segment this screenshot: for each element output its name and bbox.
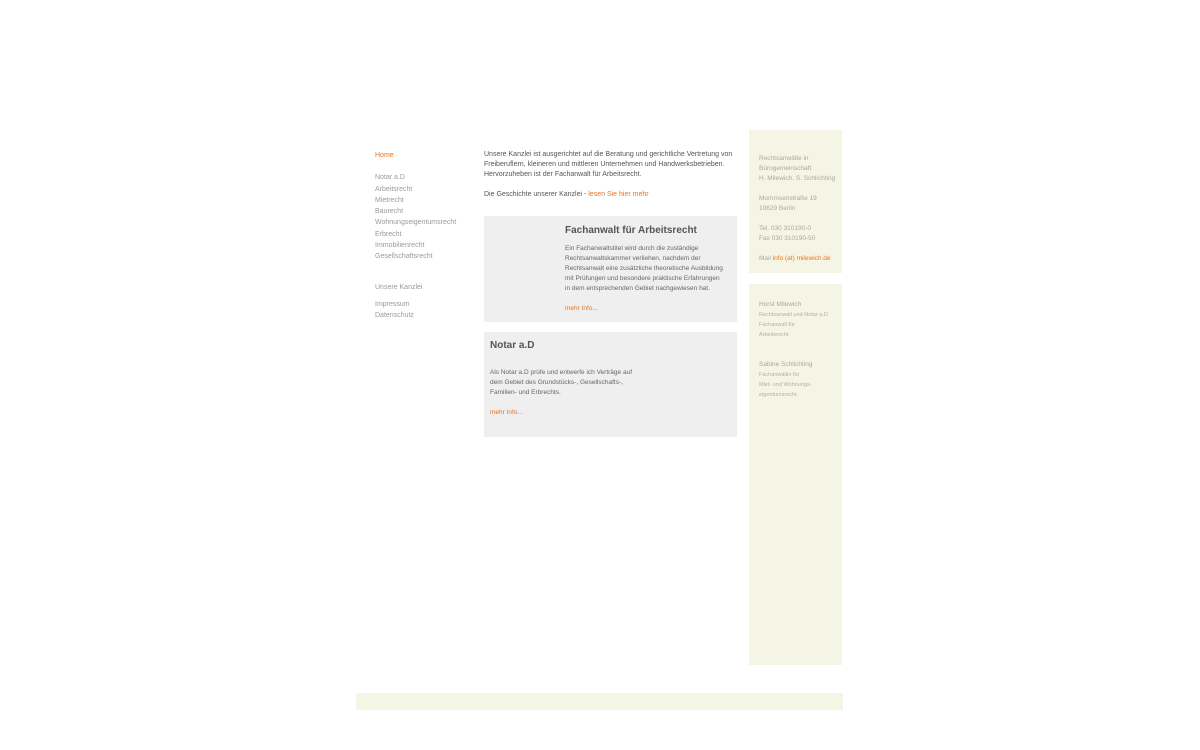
phone-number: Tel. 030 310190-0 [759,225,812,232]
text-line: dem Gebiet des Grundstücks-, Gesellschafts-, [490,379,623,386]
firm-line: Rechtsanwälte in [759,155,809,162]
history-link[interactable]: lesen Sie hier mehr [588,191,649,198]
person-name: Sabine Schlichting [759,361,813,368]
text-line: Ein Fachanwaltstitel wird durch die zuständige [565,245,699,252]
text-line: Rechtsanwaltskammer verliehen, nachdem der [565,255,701,262]
nav-item-datenschutz[interactable]: Datenschutz [375,312,414,320]
address-street: Mommsenstraße 19 [759,195,817,202]
intro-line: Freiberuflern, kleineren und mittleren Unternehmen und Handwerksbetrieben. [484,161,725,168]
text-line: in dem entsprechenden Gebiet nachgewiesen hat. [565,285,710,292]
nav-item-notar[interactable]: Notar a.D [375,174,405,182]
nav-item-baurecht[interactable]: Baurecht [375,208,404,216]
nav-item-erbrecht[interactable]: Erbrecht [375,230,402,238]
person-title: Fachanwältin für [759,372,800,378]
fachanwalt-box [484,216,737,322]
notar-box [484,332,737,437]
person-title: Miet- und Wohnungs- [759,382,812,388]
nav-item-gesellschaftsrecht[interactable]: Gesellschaftsrecht [375,253,433,261]
main-navigation [375,150,475,322]
notar-more-link[interactable]: mehr Info... [490,409,523,416]
nav-item-mietrecht[interactable]: Mietrecht [375,196,404,204]
nav-item-home[interactable]: Home [375,152,394,159]
firm-line: H. Milewich, S. Schlichting [759,175,836,182]
spacer [759,244,835,254]
spacer [759,214,835,224]
person-title: Fachanwalt für [759,322,796,328]
sidebar-divider [749,273,842,284]
notar-box-content [490,340,658,418]
mail-link[interactable]: info (at) milewich.de [772,255,831,262]
text-line: Rechtsanwalt eine zusätzliche theoretische Ausbildung [565,265,723,272]
fachanwalt-more-link[interactable]: mehr Info... [565,305,598,312]
mail-label: Mail [759,255,773,262]
fachanwalt-text [565,244,733,294]
footer-bar [356,693,843,710]
text-line: Als Notar a.D prüfe und entwerfe ich Verträge auf [490,369,632,376]
intro-text [484,150,737,200]
notar-text [490,368,658,398]
nav-item-immobilienrecht[interactable]: Immobilienrecht [375,242,425,250]
history-text: Die Geschichte unserer Kanzlei - [484,191,589,198]
firm-line: Bürogemeinschaft [759,165,812,172]
spacer [759,340,828,360]
main-content [484,150,737,200]
text-line: mit Prüfungen und besondere praktische Erfahrungen [565,275,720,282]
person-title: Arbeitsrecht [759,332,789,338]
notar-title: Notar a.D [490,340,535,351]
person-title: eigentumsrecht [759,392,797,398]
nav-item-unsere-kanzlei[interactable]: Unsere Kanzlei [375,283,423,291]
person-title: Rechtsanwalt und Notar a.D [759,312,828,318]
spacer [759,184,835,194]
nav-spacer [375,161,475,172]
fachanwalt-title: Fachanwalt für Arbeitsrecht [565,225,697,236]
person-name: Horst Milewich [759,301,802,308]
people-info [759,300,828,400]
address-city: 10629 Berlin [759,205,796,212]
fax-number: Fax 030 310190-50 [759,235,816,242]
mail-line [759,254,835,264]
nav-spacer [375,263,475,282]
nav-item-arbeitsrecht[interactable]: Arbeitsrecht [375,185,413,193]
text-line: Familien- und Erbrechts. [490,389,561,396]
fachanwalt-box-content [565,225,733,314]
nav-item-wohnungseigentumsrecht[interactable]: Wohnungseigentumsrecht [375,219,457,227]
intro-line: Hervorzuheben ist der Fachanwalt für Arbeitsrecht. [484,171,642,178]
contact-info [759,154,835,264]
contact-sidebar [749,130,842,665]
history-line [484,190,737,200]
nav-item-impressum[interactable]: Impressum [375,300,410,308]
intro-line: Unsere Kanzlei ist ausgerichtet auf die Beratung und gerichtliche Vertretung von [484,151,733,158]
